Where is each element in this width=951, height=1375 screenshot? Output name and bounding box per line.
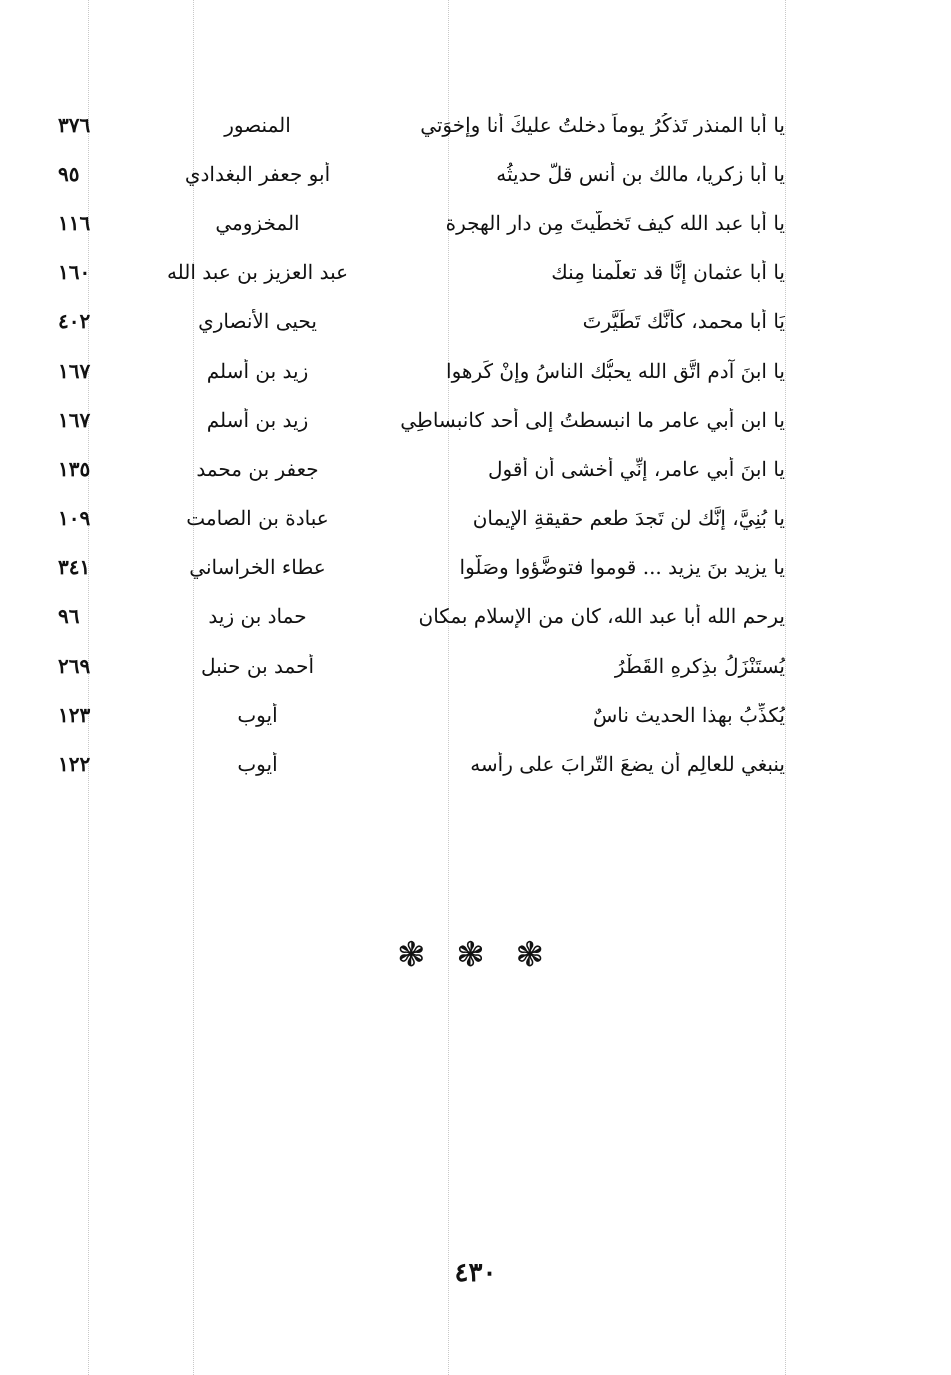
page-reference: ١٢٢: [58, 752, 91, 777]
narrator-name: أحمد بن حنبل: [200, 653, 315, 678]
page-reference: ١٠٩: [58, 506, 91, 531]
quote-text: يا أبا عثمان إنَّا قد تعلَّمنا مِنك: [551, 260, 785, 285]
quote-text: ينبغي للعالِم أن يضعَ التّرابَ على رأسه: [470, 752, 785, 777]
page-reference: ١١٦: [58, 210, 91, 235]
narrator-name: عبادة بن الصامت: [186, 506, 329, 531]
page-reference: ١٢٣: [58, 702, 91, 727]
index-row: [40, 346, 785, 395]
index-row: [40, 444, 785, 493]
index-row: [40, 641, 785, 690]
index-row: [40, 690, 785, 739]
index-row: [40, 149, 785, 198]
quote-text: يا ابنَ آدم اتَّق الله يحبُّك الناسُ وإنْ كَرِهوا: [446, 358, 785, 383]
narrator-name: عطاء الخراساني: [189, 555, 326, 580]
page-reference: ١٦٧: [58, 358, 91, 383]
narrator-name: عبد العزيز بن عبد الله: [166, 260, 349, 285]
index-row: [40, 248, 785, 297]
page-reference: ١٣٥: [58, 456, 91, 481]
quote-text: يَا أبا محمد، كأنَّك تَطَيَّرتَ: [582, 309, 785, 334]
page-reference: ٩٦: [58, 604, 80, 629]
narrator-name: زيد بن أسلم: [206, 407, 309, 432]
quote-text: يا أبا زكريا، مالك بن أنس قلَّ حديثُه: [496, 161, 785, 186]
narrator-name: جعفر بن محمد: [196, 456, 319, 481]
quote-text: يا ابن أبي عامر ما انبسطتُ إلى أحد كانبساطِي: [400, 407, 785, 432]
quote-text: يا يزيد بنَ يزيد ... قوموا فتوضَّؤوا وصَلُّوا: [459, 555, 785, 580]
quote-text: يا بُنِيَّ، إنَّك لن تَجدَ طعم حقيقةِ الإيمان: [472, 506, 785, 531]
narrator-name: أيوب: [237, 752, 278, 777]
index-row: [40, 297, 785, 346]
quote-text: يُكذِّبُ بهذا الحديث ناسٌ: [592, 702, 785, 727]
page-reference: ١٦٧: [58, 407, 91, 432]
index-row: [40, 100, 785, 149]
narrator-name: المخزومي: [215, 210, 300, 235]
index-row: [40, 592, 785, 641]
quote-text: يُستَنْزَلُ بذِكرهِ القَطْرُ: [614, 653, 785, 678]
page-reference: ٣٤١: [58, 555, 91, 580]
quote-text: يا ابنَ أبي عامر، إنِّي أخشى أن أقول: [488, 456, 785, 481]
quote-text: يا أبا المنذر تَذكُرُ يوماً دخلتُ عليكَ أنا وإخوَتي: [420, 112, 785, 137]
quote-text: يرحم الله أبا عبد الله، كان من الإسلام بمكان: [418, 604, 785, 629]
index-row: [40, 198, 785, 247]
page-reference: ٩٥: [58, 161, 80, 186]
page-reference: ٤٠٢: [58, 309, 91, 334]
page-number: ٤٣٠: [454, 1258, 497, 1288]
quote-text: يا أبا عبد الله كيف تَخطَّيتَ مِن دار الهجرة: [445, 210, 785, 235]
narrator-name: حماد بن زيد: [208, 604, 307, 629]
section-separator-ornament: ❃ ❃ ❃: [396, 935, 555, 975]
narrator-name: أبو جعفر البغدادي: [184, 161, 331, 186]
page-reference: ١٦٠: [58, 260, 91, 285]
index-row: [40, 395, 785, 444]
narrator-name: أيوب: [237, 702, 278, 727]
index-row: [40, 494, 785, 543]
scan-artifact-line: [785, 0, 786, 1375]
narrator-name: يحيى الأنصاري: [198, 309, 317, 334]
quotes-index-table: [40, 100, 785, 789]
index-row: [40, 543, 785, 592]
index-row: [40, 739, 785, 788]
narrator-name: المنصور: [224, 112, 291, 137]
page-reference: ٢٦٩: [58, 653, 91, 678]
page-reference: ٣٧٦: [58, 112, 91, 137]
narrator-name: زيد بن أسلم: [206, 358, 309, 383]
